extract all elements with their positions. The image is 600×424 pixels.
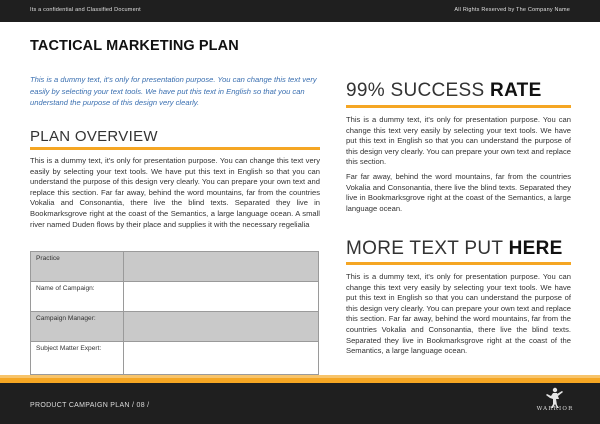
- success-rate-rule: [346, 105, 571, 108]
- success-rate-heading: 99% SUCCESS RATE: [346, 80, 542, 101]
- success-para-1: This is a dummy text, it's only for presentation purpose. You can change this text very easily by selecting your text tools. We have put this text in English so that you can understand the purpose of this design very clearly. You can prepare your own text and replace this section.: [346, 115, 571, 167]
- page-title: TACTICAL MARKETING PLAN: [30, 38, 239, 54]
- table-row: [31, 252, 319, 282]
- table-label-campaign-name: Name of Campaign:: [31, 282, 124, 312]
- table-label-practice: Practice: [31, 252, 124, 282]
- more-text-body: This is a dummy text, it's only for presentation purpose. You can change this text very easily by selecting your text tools. We have put this text in English so that you can understand the purpose of this design very clearly. You can prepare your own text and replace this section. Far far away, behind the word mountains, far from the countries Vokalia and Consonantia, there live the blind texts. Separated they live in Bookmarksgrove right at the coast of the Semantics, a large language ocean.: [346, 272, 571, 356]
- header-bar: [0, 0, 600, 22]
- campaign-info-table: [30, 251, 319, 375]
- table-value-campaign-name: [124, 282, 319, 312]
- table-label-subject-expert: Subject Matter Expert:: [31, 342, 124, 375]
- plan-overview-rule: [30, 147, 320, 150]
- intro-text: This is a dummy text, it's only for presentation purpose. You can change this text very easily by selecting your text tools. We have put this text in English so that you can understand the purpose of this design very clearly.: [30, 75, 317, 107]
- brand-logo-text: WARRIOR: [536, 406, 574, 412]
- table-row: [31, 312, 319, 342]
- more-text-rule: [346, 262, 571, 265]
- confidential-notice: Its a confidential and Classified Document: [30, 7, 141, 13]
- table-value-subject-expert: [124, 342, 319, 375]
- table-label-campaign-manager: Campaign Manager:: [31, 312, 124, 342]
- table-value-practice: [124, 252, 319, 282]
- warrior-figure-icon: [530, 386, 580, 420]
- footer-page-label: PRODUCT CAMPAIGN PLAN / 08 /: [30, 402, 150, 409]
- table-row: [31, 282, 319, 312]
- table-row: [31, 342, 319, 375]
- plan-overview-body: This is a dummy text, it's only for presentation purpose. You can change this text very easily by selecting your text tools. We have put this text in English so that you can understand the purpose of this design very clearly. You can prepare your own text and replace this section. Far far away, behind the word mountains, far from the countries Vokalia and Consonantia, there live the blind texts. Separated they live in Bookmarksgrove right at the coast of the Semantics, a large language ocean. A small river named Duden flows by their place and supplies it with the necessary regelialia: [30, 156, 320, 229]
- success-para-2: Far far away, behind the word mountains, far from the countries Vokalia and Consonantia, there live the blind texts. Separated they live in Bookmarksgrove right at the coast of the Semantics, a large language ocean.: [346, 172, 571, 213]
- more-text-heading: MORE TEXT PUT HERE: [346, 238, 563, 259]
- rights-notice: All Rights Reserved by The Company Name: [454, 7, 570, 13]
- plan-overview-heading: PLAN OVERVIEW: [30, 128, 158, 145]
- table-value-campaign-manager: [124, 312, 319, 342]
